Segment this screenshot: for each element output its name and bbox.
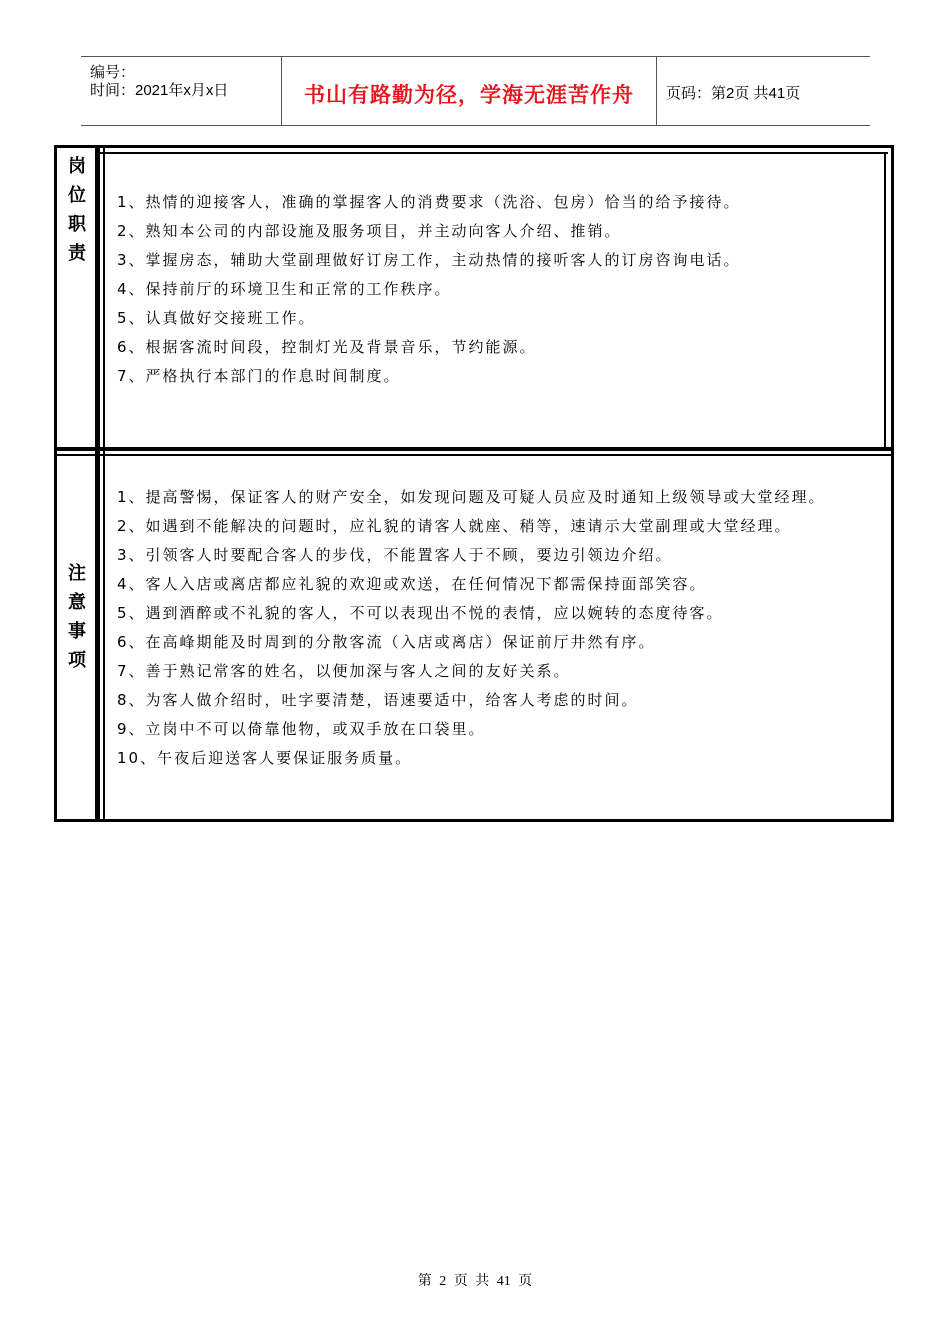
list-item: 1、热情的迎接客人，准确的掌握客人的消费要求（洗浴、包房）恰当的给予接待。 bbox=[117, 193, 741, 211]
document-header bbox=[81, 56, 870, 126]
notes-list bbox=[117, 483, 885, 773]
notes-label-char: 注 bbox=[68, 563, 86, 584]
row-divider-thin bbox=[57, 454, 891, 456]
header-page-cell bbox=[656, 57, 870, 125]
duties-label-char: 岗 bbox=[68, 156, 86, 177]
duties-label-char: 位 bbox=[68, 185, 86, 206]
list-item: 7、严格执行本部门的作息时间制度。 bbox=[117, 367, 401, 385]
list-item: 1、提高警惕，保证客人的财产安全，如发现问题及可疑人员应及时通知上级领导或大堂经理。 bbox=[117, 488, 826, 506]
page-footer: 第 2 页 共 41 页 bbox=[417, 1274, 533, 1289]
job-description-table bbox=[54, 145, 894, 822]
list-item: 8、为客人做介绍时，吐字要清楚，语速要适中，给客人考虑的时间。 bbox=[117, 691, 639, 709]
notes-label-char: 意 bbox=[68, 592, 86, 613]
duties-label-char: 职 bbox=[68, 214, 86, 235]
row-divider-thick bbox=[57, 447, 891, 451]
list-item: 7、善于熟记常客的姓名，以便加深与客人之间的友好关系。 bbox=[117, 662, 571, 680]
list-item: 4、保持前厅的环境卫生和正常的工作秩序。 bbox=[117, 280, 452, 298]
list-item: 3、引领客人时要配合客人的步伐，不能置客人于不顾，要边引领边介绍。 bbox=[117, 546, 673, 564]
list-item: 3、掌握房态，辅助大堂副理做好订房工作，主动热情的接听客人的订房咨询电话。 bbox=[117, 251, 741, 269]
list-item: 6、根据客流时间段，控制灯光及背景音乐，节约能源。 bbox=[117, 338, 537, 356]
duties-label bbox=[57, 152, 97, 268]
list-item: 10、午夜后迎送客人要保证服务质量。 bbox=[117, 749, 413, 767]
header-motto-cell bbox=[281, 57, 657, 125]
list-item: 5、遇到酒醉或不礼貌的客人，不可以表现出不悦的表情，应以婉转的态度待客。 bbox=[117, 604, 724, 622]
list-item: 2、如遇到不能解决的问题时，应礼貌的请客人就座、稍等，速请示大堂副理或大堂经理。 bbox=[117, 517, 792, 535]
column-divider-thin bbox=[103, 148, 105, 819]
document-number-label: 编号： bbox=[90, 64, 136, 81]
notes-label-char: 事 bbox=[68, 621, 86, 642]
header-meta-cell bbox=[81, 57, 281, 125]
header-page-number: 页码：第2页 共41页 bbox=[666, 85, 801, 102]
duties-list bbox=[117, 188, 741, 391]
list-item: 2、熟知本公司的内部设施及服务项目，并主动向客人介绍、推销。 bbox=[117, 222, 622, 240]
document-date-label: 时间：2021年x月x日 bbox=[90, 82, 229, 99]
notes-label bbox=[57, 559, 97, 675]
notes-label-char: 项 bbox=[68, 650, 86, 671]
right-inner-rule bbox=[884, 152, 886, 448]
header-motto: 书山有路勤为径，学海无涯苦作舟 bbox=[304, 83, 634, 107]
list-item: 5、认真做好交接班工作。 bbox=[117, 309, 316, 327]
list-item: 4、客人入店或离店都应礼貌的欢迎或欢送，在任何情况下都需保持面部笑容。 bbox=[117, 575, 707, 593]
duties-label-char: 责 bbox=[68, 243, 86, 264]
top-inner-rule bbox=[100, 152, 888, 154]
list-item: 6、在高峰期能及时周到的分散客流（入店或离店）保证前厅井然有序。 bbox=[117, 633, 656, 651]
list-item: 9、立岗中不可以倚靠他物，或双手放在口袋里。 bbox=[117, 720, 486, 738]
